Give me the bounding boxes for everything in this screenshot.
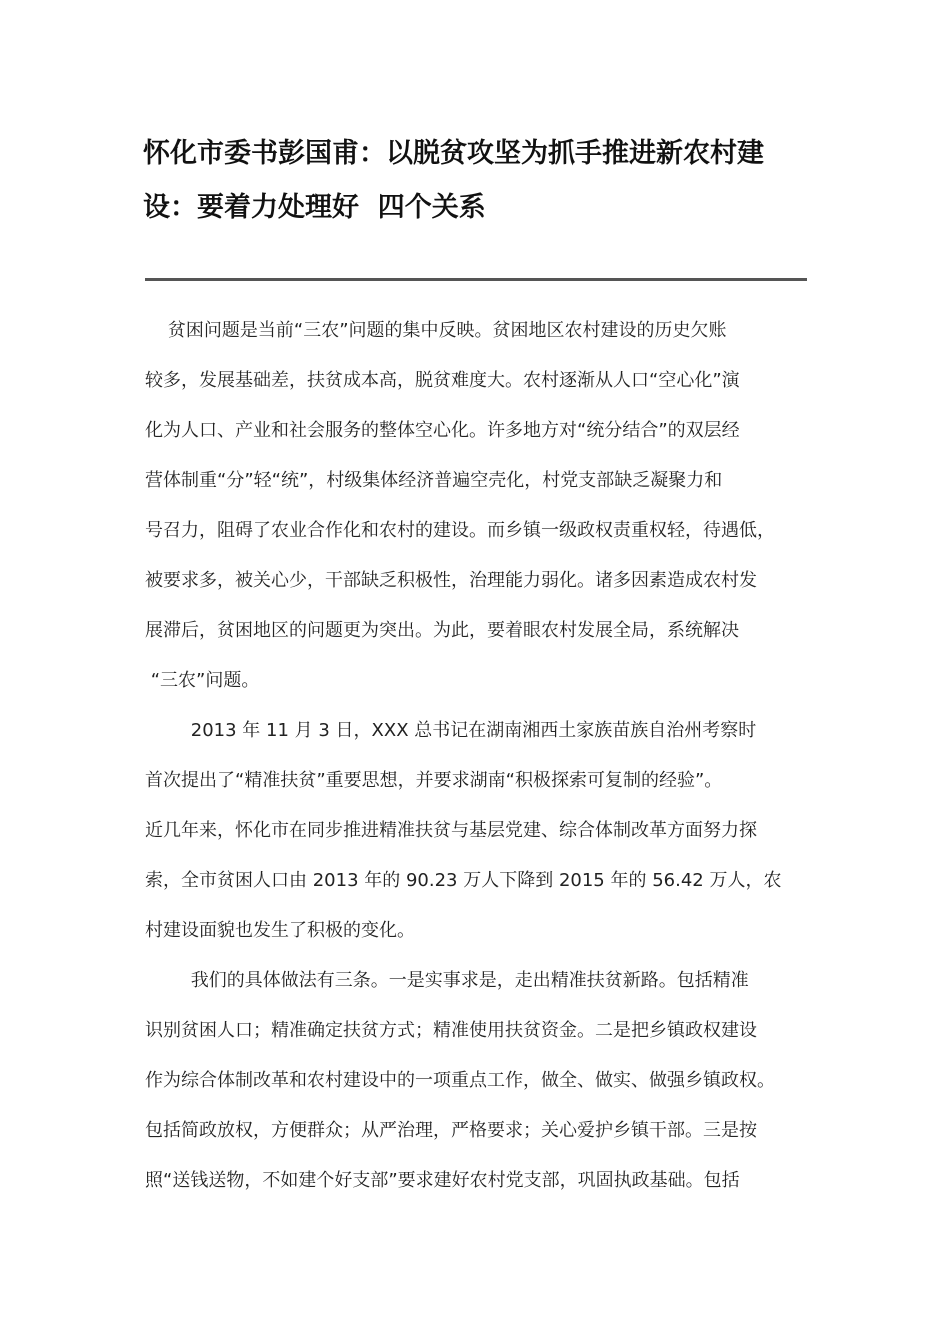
document-title: [143, 127, 823, 235]
paragraph-2: [145, 706, 807, 956]
text-line: 村建设面貌也发生了积极的变化。: [145, 920, 415, 941]
text-line: 被要求多，被关心少，干部缺乏积极性，治理能力弱化。诸多因素造成农村发: [145, 570, 757, 591]
paragraph-3: [145, 956, 807, 1206]
text-line: 作为综合体制改革和农村建设中的一项重点工作，做全、做实、做强乡镇政权。: [145, 1070, 775, 1091]
text-line: 展滞后，贫困地区的问题更为突出。为此，要着眼农村发展全局，系统解决: [145, 620, 739, 641]
text-line: 包括简政放权，方便群众；从严治理，严格要求；关心爱护乡镇干部。三是按: [145, 1120, 757, 1141]
paragraph-1: [145, 306, 807, 706]
text-line: 营体制重“分”轻“统”，村级集体经济普遍空壳化，村党支部缺乏凝聚力和: [145, 470, 723, 491]
text-line: 首次提出了“精准扶贫”重要思想，并要求湖南“积极探索可复制的经验”。: [145, 770, 723, 791]
text-line: 较多，发展基础差，扶贫成本高，脱贫难度大。农村逐渐从人口“空心化”演: [145, 370, 740, 391]
title-line-2: 设：要着力处理好 四个关系: [143, 192, 486, 223]
text-line: 照“送钱送物，不如建个好支部”要求建好农村党支部，巩固执政基础。包括: [145, 1170, 740, 1191]
text-line: 近几年来，怀化市在同步推进精准扶贫与基层党建、综合体制改革方面努力探: [145, 820, 757, 841]
title-line-1: 怀化市委书彭国甫：以脱贫攻坚为抓手推进新农村建: [143, 138, 764, 169]
text-line: 我们的具体做法有三条。一是实事求是，走出精准扶贫新路。包括精准: [145, 970, 749, 991]
article-body: [145, 306, 807, 1206]
text-line: 化为人口、产业和社会服务的整体空心化。许多地方对“统分结合”的双层经: [145, 420, 740, 441]
title-divider: [145, 278, 807, 281]
text-line: 贫困问题是当前“三农”问题的集中反映。贫困地区农村建设的历史欠账: [145, 320, 727, 341]
text-line: “三农”问题。: [145, 670, 260, 691]
text-line: 索，全市贫困人口由 2013 年的 90.23 万人下降到 2015 年的 56.42 万人，农: [145, 870, 782, 891]
text-line: 号召力，阻碍了农业合作化和农村的建设。而乡镇一级政权责重权轻，待遇低，: [145, 520, 775, 541]
text-line: 2013 年 11 月 3 日，XXX 总书记在湖南湘西土家族苗族自治州考察时: [145, 720, 757, 741]
text-line: 识别贫困人口；精准确定扶贫方式；精准使用扶贫资金。二是把乡镇政权建设: [145, 1020, 757, 1041]
